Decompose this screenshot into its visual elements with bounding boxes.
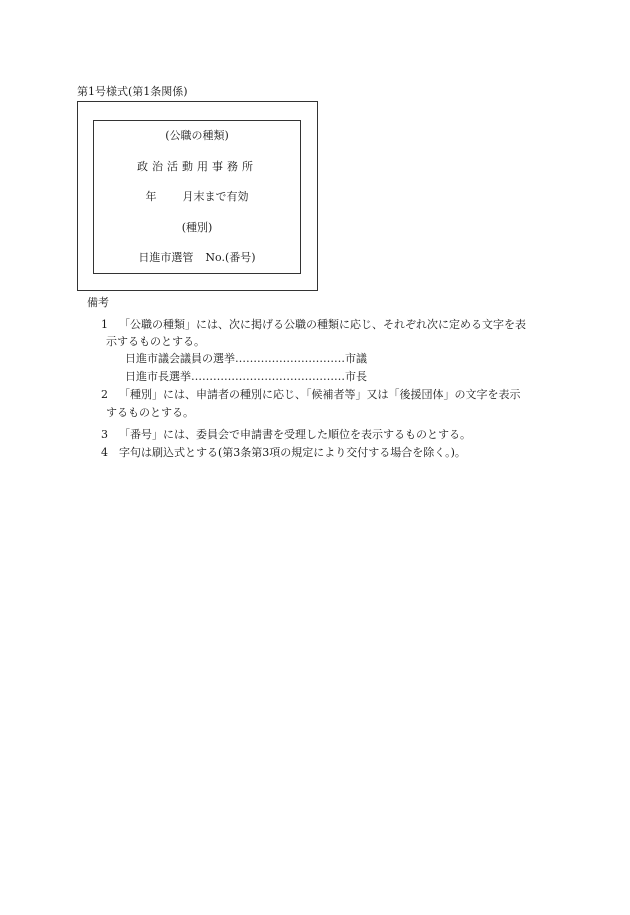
notes-heading: 備考 — [87, 296, 109, 309]
note-1-continued: 示するものとする。 — [106, 335, 205, 348]
note-3 — [101, 429, 471, 440]
note-number: 3 — [101, 428, 108, 441]
sign-validity — [93, 191, 301, 202]
note-number: 4 — [101, 446, 108, 459]
note-1-sub-mayor: 日進市長選挙……………………………………市長 — [125, 370, 367, 383]
sign-number-org: 日進市選管 — [138, 251, 194, 264]
sign-category: (種別) — [181, 221, 213, 234]
note-text: 「公職の種類」には、次に掲げる公職の種類に応じ、それぞれ次に定める文字を表 — [119, 318, 526, 331]
sign-validity-year: 年 — [145, 190, 157, 203]
note-text: 字句は刷込式とする(第3条第3項の規定により交付する場合を除く。)。 — [119, 446, 466, 459]
sign-number — [93, 252, 301, 263]
note-1-sub-council: 日進市議会議員の選挙…………………………市議 — [125, 352, 367, 365]
sign-office-type: (公職の種類) — [165, 129, 229, 142]
form-title: 第1号様式(第1条関係) — [77, 85, 188, 98]
sign-number-no: No.(番号) — [205, 251, 256, 264]
sign-validity-month: 月末まで有効 — [182, 190, 249, 203]
note-number: 1 — [101, 318, 108, 331]
note-1 — [101, 319, 526, 330]
note-2-continued: するものとする。 — [106, 406, 194, 419]
note-number: 2 — [101, 388, 108, 401]
note-2 — [101, 389, 521, 400]
note-text: 「番号」には、委員会で申請書を受理した順位を表示するものとする。 — [119, 428, 471, 441]
note-4 — [101, 447, 466, 458]
note-text: 「種別」には、申請者の種別に応じ、「候補者等」又は「後援団体」の文字を表示 — [119, 388, 521, 401]
sign-office-name: 政治活動用事務所 — [137, 160, 257, 173]
